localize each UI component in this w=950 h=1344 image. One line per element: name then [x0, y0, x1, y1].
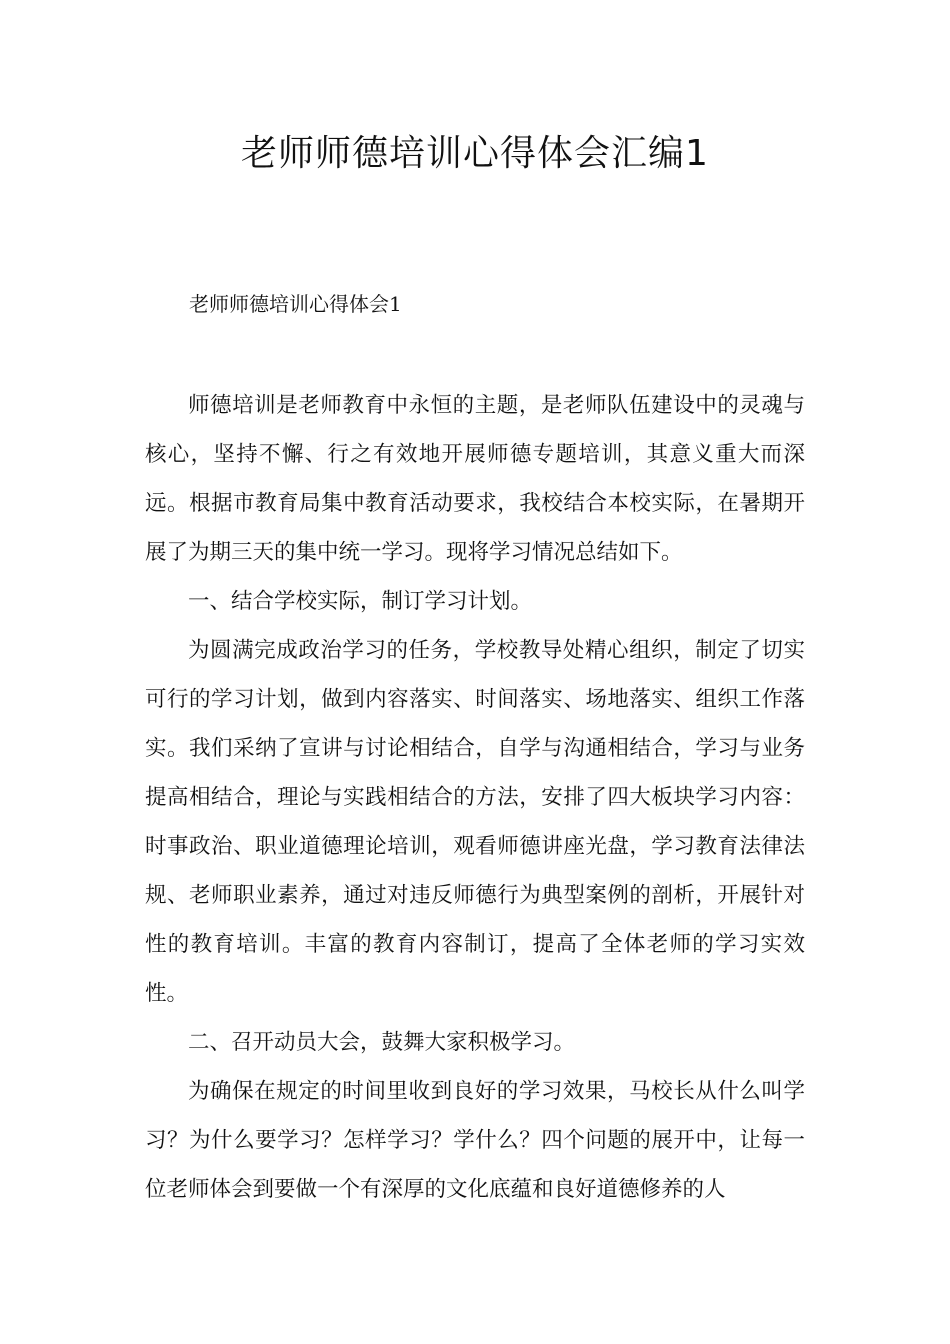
section-heading-1: 一、结合学校实际，制订学习计划。: [188, 589, 533, 614]
document-title: 老师师德培训心得体会汇编1: [241, 133, 709, 174]
paragraph-mobilization: 为确保在规定的时间里收到良好的学习效果，马校长从什么叫学习？为什么要学习？怎样学习？学什么？四个问题的展开中，让每一位老师体会到要做一个有深厚的文化底蕴和良好道德修养的人: [145, 1079, 805, 1202]
paragraph-intro: 师德培训是老师教育中永恒的主题，是老师队伍建设中的灵魂与核心，坚持不懈、行之有效地开展师德专题培训，其意义重大而深远。根据市教育局集中教育活动要求，我校结合本校实际，在暑期开展了为期三天的集中统一学习。现将学习情况总结如下。: [145, 393, 805, 565]
document-body: [145, 381, 805, 1214]
document-subtitle: 老师师德培训心得体会1: [189, 292, 402, 316]
section-heading-2: 二、召开动员大会，鼓舞大家积极学习。: [188, 1030, 576, 1055]
paragraph-plan: 为圆满完成政治学习的任务，学校教导处精心组织，制定了切实可行的学习计划，做到内容落实、时间落实、场地落实、组织工作落实。我们采纳了宣讲与讨论相结合，自学与沟通相结合，学习与业务提高相结合，理论与实践相结合的方法，安排了四大板块学习内容：时事政治、职业道德理论培训，观看师德讲座光盘，学习教育法律法规、老师职业素养，通过对违反师德行为典型案例的剖析，开展针对性的教育培训。丰富的教育内容制订，提高了全体老师的学习实效性。: [145, 638, 805, 1006]
